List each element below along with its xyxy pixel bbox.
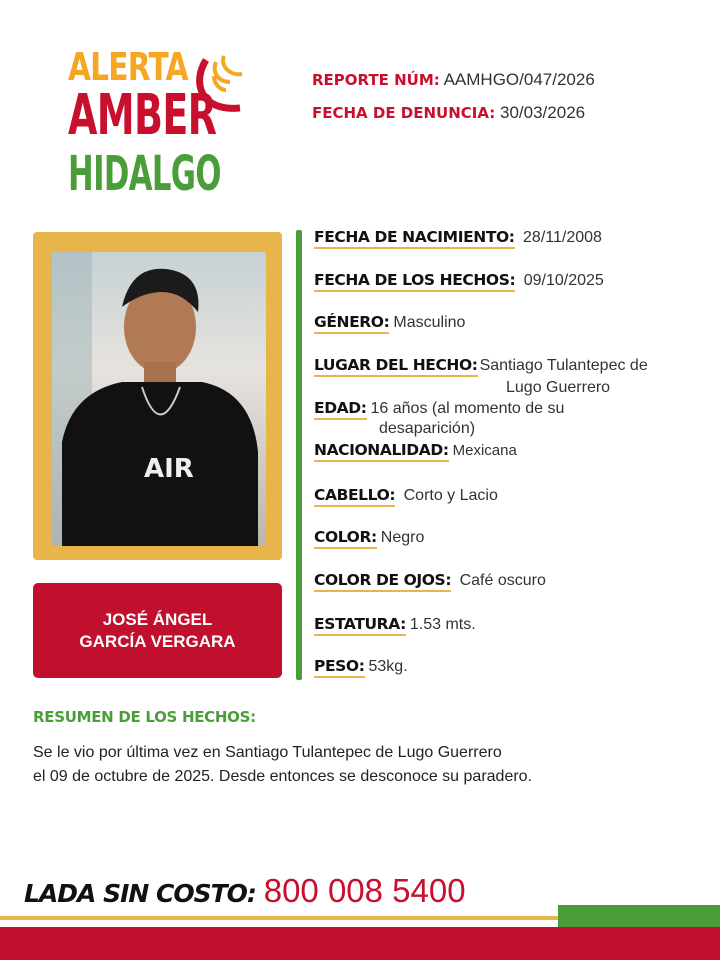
person-name-line1: JOSÉ ÁNGEL: [102, 609, 213, 629]
field-value: Masculino: [393, 314, 466, 331]
green-block: [558, 905, 720, 928]
field-gender: [314, 313, 465, 332]
field-nationality: [314, 441, 517, 460]
field-value: Mexicana: [452, 442, 517, 459]
field-age-cont: [375, 420, 475, 438]
field-value: Lugo Guerrero: [506, 379, 611, 396]
field-value: Negro: [380, 529, 425, 546]
green-divider: [296, 230, 302, 680]
field-value: 28/11/2008: [523, 229, 602, 246]
field-label: COLOR:: [314, 528, 377, 549]
report-number: [312, 70, 595, 90]
summary-heading: RESUMEN DE LOS HECHOS:: [33, 708, 256, 726]
field-value: 09/10/2025: [523, 272, 604, 289]
field-event-date: [314, 271, 604, 290]
field-label: GÉNERO:: [314, 313, 389, 334]
logo-line3: HIDALGO: [68, 146, 221, 202]
field-label: LUGAR DEL HECHO:: [314, 356, 478, 377]
field-label: NACIONALIDAD:: [314, 441, 449, 462]
report-date: [312, 103, 585, 123]
person-name-line2: GARCÍA VERGARA: [79, 631, 236, 651]
field-birthdate: [314, 228, 602, 247]
field-hair: [314, 486, 498, 505]
field-age: [314, 399, 564, 418]
red-band: [0, 927, 720, 960]
field-label: CABELLO:: [314, 486, 395, 507]
field-place-cont: [502, 379, 610, 397]
hotline: [24, 872, 466, 910]
amber-stripe: [0, 916, 558, 920]
field-value: 53kg.: [368, 658, 408, 675]
field-value: Santiago Tulantepec de: [479, 357, 648, 374]
person-silhouette-icon: [52, 252, 266, 546]
field-value: desaparición): [379, 420, 476, 437]
field-label: ESTATURA:: [314, 615, 406, 636]
field-label: FECHA DE NACIMIENTO:: [314, 228, 515, 249]
field-value: Café oscuro: [459, 572, 546, 589]
field-label: EDAD:: [314, 399, 367, 420]
alerta-amber-hidalgo-logo: [68, 45, 248, 208]
hotline-phone[interactable]: 800 008 5400: [263, 872, 466, 909]
report-date-label: FECHA DE DENUNCIA:: [312, 104, 496, 122]
field-place: [314, 356, 648, 375]
logo-line1: ALERTA: [68, 45, 188, 89]
field-eye-color: [314, 571, 546, 590]
missing-person-photo: [52, 252, 266, 546]
field-label: PESO:: [314, 657, 365, 678]
summary-line: el 09 de octubre de 2025. Desde entonces se desconoce su paradero.: [33, 768, 533, 785]
field-color: [314, 528, 424, 547]
signal-icon: [190, 52, 250, 122]
svg-text:AIR: AIR: [144, 454, 194, 484]
report-date-value: 30/03/2026: [500, 103, 586, 122]
field-value: 16 años (al momento de su: [370, 400, 565, 417]
person-name-box: [33, 583, 282, 678]
field-weight: [314, 657, 408, 676]
hotline-label: LADA SIN COSTO:: [24, 879, 256, 908]
field-height: [314, 615, 476, 634]
field-value: 1.53 mts.: [409, 616, 476, 633]
report-number-label: REPORTE NÚM:: [312, 71, 440, 89]
field-value: Corto y Lacio: [403, 487, 498, 504]
summary-line: Se le vio por última vez en Santiago Tulantepec de Lugo Guerrero: [33, 744, 502, 761]
field-label: FECHA DE LOS HECHOS:: [314, 271, 515, 292]
field-label: COLOR DE OJOS:: [314, 571, 451, 592]
report-number-value: AAMHGO/047/2026: [443, 70, 595, 89]
logo-line2: AMBER: [68, 83, 217, 148]
summary-text: [33, 741, 653, 789]
